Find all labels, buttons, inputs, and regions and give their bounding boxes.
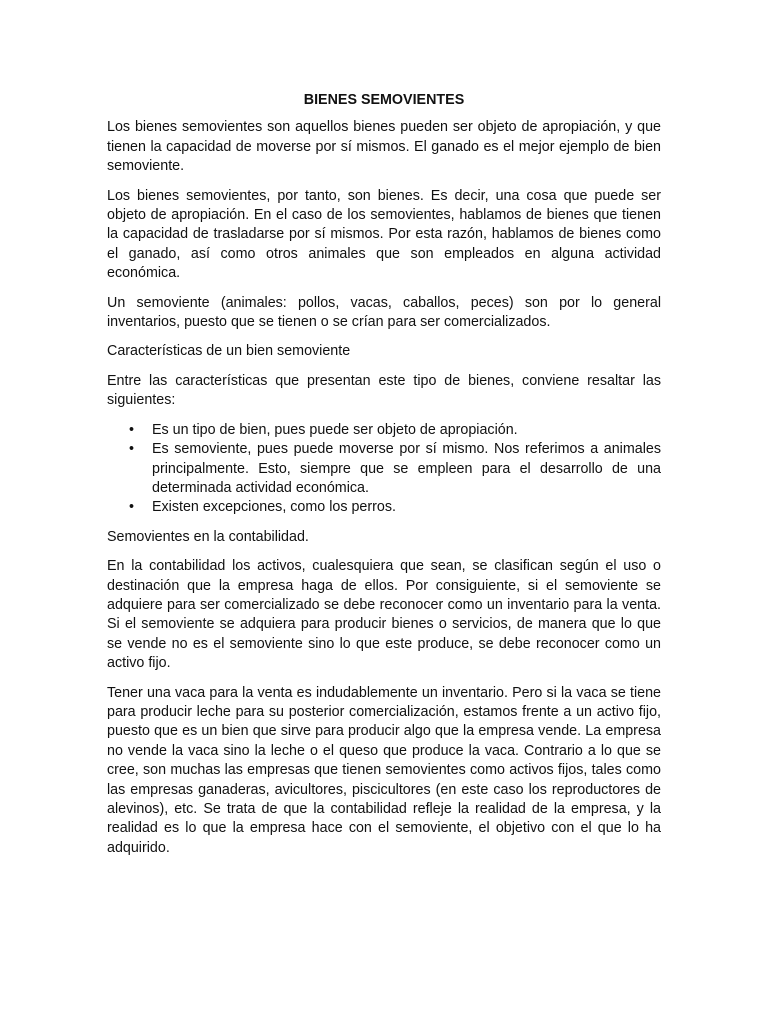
paragraph-explanation: Los bienes semovientes, por tanto, son bienes. Es decir, una cosa que puede ser objeto de apropiación. En el caso de los semovientes, hablamos de bienes que tienen la capacidad de trasladarse por sí mismos. Por esta razón, hablamos de bienes como el ganado, así como otros animales que son empleados en alguna actividad económica. bbox=[107, 187, 661, 282]
bullet-icon: • bbox=[129, 499, 135, 516]
document-page bbox=[107, 91, 661, 868]
bullet-icon: • bbox=[129, 421, 135, 438]
paragraph-example: Tener una vaca para la venta es indudablemente un inventario. Pero si la vaca se tiene para producir leche para su posterior comercialización, estamos frente a un activo fijo, puesto que es un bien que sirve para producir algo que la empresa vende. La empresa no vende la vaca sino la leche o el queso que produce la vaca. Contrario a lo que se cree, son muchas las empresas que tienen semovientes como activos fijos, tales como las empresas ganaderas, avicultores, piscicultores (en este caso los reproductores de alevinos), etc. Se trata de que la contabilidad refleje la realidad de la empresa, y la realidad es lo que la empresa hace con el semoviente, el objetivo con el que lo ha adquirido. bbox=[107, 684, 661, 856]
paragraph-accounting: En la contabilidad los activos, cualesquiera que sean, se clasifican según el uso o destinación que la empresa haga de ellos. Por consiguiente, si el semoviente se adquiere para ser comercializado se debe reconocer como un inventario para la venta. Si el semoviente se adquiera para producir bienes o servicios, de manera que lo que se vende no es el semoviente sino lo que este produce, se debe reconocer como un activo fijo. bbox=[107, 558, 661, 672]
list-item bbox=[107, 440, 661, 498]
document-title: BIENES SEMOVIENTES bbox=[303, 92, 465, 108]
heading-accounting: Semovientes en la contabilidad. bbox=[107, 528, 309, 545]
list-item-text: Existen excepciones, como los perros. bbox=[152, 499, 396, 516]
list-item-text: Es semoviente, pues puede moverse por sí mismo. Nos referimos a animales principalmente. Esto, siempre que se empleen para el desarrollo de una determinada actividad económica. bbox=[152, 441, 661, 496]
paragraph-characteristics-intro: Entre las características que presentan este tipo de bienes, conviene resaltar las siguientes: bbox=[107, 372, 661, 409]
characteristics-list bbox=[107, 421, 661, 518]
heading-characteristics: Características de un bien semoviente bbox=[107, 343, 351, 360]
paragraph-definition: Los bienes semovientes son aquellos bienes pueden ser objeto de apropiación, y que tienen la capacidad de moverse por sí mismos. El ganado es el mejor ejemplo de bien semoviente. bbox=[107, 119, 661, 175]
list-item bbox=[107, 421, 661, 440]
paragraph-inventory: Un semoviente (animales: pollos, vacas, caballos, peces) son por lo general inventarios, puesto que se tienen o se crían para ser comercializados. bbox=[107, 294, 661, 331]
bullet-icon: • bbox=[129, 441, 135, 458]
list-item-text: Es un tipo de bien, pues puede ser objeto de apropiación. bbox=[152, 421, 518, 438]
list-item bbox=[107, 498, 661, 517]
